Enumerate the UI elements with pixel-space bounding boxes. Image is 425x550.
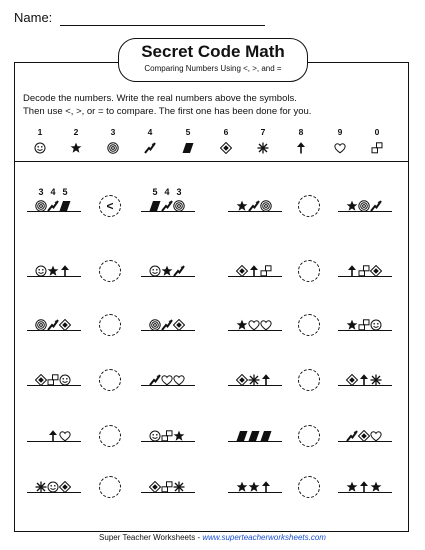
underline [338, 276, 392, 277]
diamond-icon [236, 265, 248, 277]
comparison-circle[interactable] [99, 476, 121, 498]
problem-left-group [232, 306, 278, 336]
underline [27, 330, 81, 331]
star-icon [248, 481, 260, 493]
diamond-icon [370, 265, 382, 277]
up-arrow-icon [47, 430, 59, 442]
title-box [118, 38, 308, 82]
answer-digit: 3 [38, 187, 44, 197]
diamond-icon [173, 319, 185, 331]
answer-digit: 5 [152, 187, 158, 197]
footer [0, 533, 425, 542]
key-digit: 6 [223, 127, 229, 137]
underline [338, 211, 392, 212]
key-separator [14, 161, 409, 162]
problem-left-group [31, 417, 77, 447]
key-symbol [327, 139, 353, 157]
comparison-circle[interactable] [298, 260, 320, 282]
underline [228, 492, 282, 493]
underline [338, 441, 392, 442]
spiral-icon [107, 142, 119, 154]
page-title: Secret Code Math [141, 42, 285, 61]
problem-left-group [232, 417, 278, 447]
diamond-icon [59, 481, 71, 493]
comparison-circle[interactable] [298, 369, 320, 391]
star-icon [346, 319, 358, 331]
underline [228, 330, 282, 331]
star-icon [346, 481, 358, 493]
parallelogram-icon [236, 430, 248, 442]
squares-icon [260, 265, 272, 277]
heart-icon [260, 319, 272, 331]
star-icon [161, 265, 173, 277]
key-symbol [100, 139, 126, 157]
diamond-icon [35, 374, 47, 386]
underline [141, 492, 195, 493]
problem-right-group [342, 306, 388, 336]
key-digit: 3 [110, 127, 116, 137]
problem-left-group [232, 468, 278, 498]
parallelogram-icon [248, 430, 260, 442]
parallelogram-icon [182, 142, 194, 154]
spiral-icon [35, 319, 47, 331]
parallelogram-icon [59, 200, 71, 212]
problem-right-group [342, 187, 388, 217]
heart-icon [370, 430, 382, 442]
squares-icon [358, 265, 370, 277]
key-digit: 4 [147, 127, 153, 137]
asterisk-icon [248, 374, 260, 386]
instruction-line-1: Decode the numbers. Write the real numbers above the symbols. [23, 93, 297, 104]
star-icon [173, 430, 185, 442]
problem-left-group [31, 306, 77, 336]
key-digit: 5 [185, 127, 191, 137]
key-digit: 7 [260, 127, 266, 137]
zigzag-icon [161, 200, 173, 212]
star-icon [47, 265, 59, 277]
squares-icon [371, 142, 383, 154]
problem-right-group [145, 361, 191, 391]
zigzag-icon [248, 200, 260, 212]
answer-digit: 4 [50, 187, 56, 197]
up-arrow-icon [346, 265, 358, 277]
problem-right-group [145, 417, 191, 447]
zigzag-icon [161, 319, 173, 331]
comparison-circle[interactable] [99, 314, 121, 336]
up-arrow-icon [260, 481, 272, 493]
underline [228, 211, 282, 212]
key-symbol [137, 139, 163, 157]
diamond-icon [149, 481, 161, 493]
up-arrow-icon [295, 142, 307, 154]
parallelogram-icon [260, 430, 272, 442]
comparison-circle[interactable] [298, 195, 320, 217]
smiley-icon [370, 319, 382, 331]
key-symbol [213, 139, 239, 157]
key-symbol [288, 139, 314, 157]
zigzag-icon [47, 319, 59, 331]
problem-right-group [342, 468, 388, 498]
key-symbol [250, 139, 276, 157]
squares-icon [161, 481, 173, 493]
problem-right-group [145, 468, 191, 498]
underline [141, 276, 195, 277]
name-label: Name: [14, 10, 53, 25]
zigzag-icon [47, 200, 59, 212]
key-digit: 8 [298, 127, 304, 137]
comparison-circle[interactable] [298, 314, 320, 336]
star-icon [236, 200, 248, 212]
key-digit: 9 [337, 127, 343, 137]
up-arrow-icon [248, 265, 260, 277]
smiley-icon [35, 265, 47, 277]
smiley-icon [34, 142, 46, 154]
problem-left-group [31, 252, 77, 282]
key-digit: 0 [374, 127, 380, 137]
heart-icon [248, 319, 260, 331]
heart-icon [334, 142, 346, 154]
diamond-icon [358, 430, 370, 442]
problem-right-group [342, 252, 388, 282]
key-digit: 1 [37, 127, 43, 137]
problem-left-group [232, 252, 278, 282]
smiley-icon [59, 374, 71, 386]
asterisk-icon [35, 481, 47, 493]
footer-text: Super Teacher Worksheets - [99, 533, 203, 542]
diamond-icon [236, 374, 248, 386]
up-arrow-icon [358, 481, 370, 493]
underline [27, 276, 81, 277]
underline [141, 330, 195, 331]
comparison-circle[interactable] [298, 476, 320, 498]
answer-digit: 3 [176, 187, 182, 197]
spiral-icon [173, 200, 185, 212]
squares-icon [161, 430, 173, 442]
underline [338, 492, 392, 493]
key-symbol [364, 139, 390, 157]
key-symbol [27, 139, 53, 157]
problem-left-group [31, 361, 77, 391]
parallelogram-icon [149, 200, 161, 212]
smiley-icon [149, 265, 161, 277]
problem-right-group [342, 417, 388, 447]
underline [141, 211, 195, 212]
spiral-icon [35, 200, 47, 212]
key-symbol [63, 139, 89, 157]
name-line[interactable] [60, 25, 265, 26]
underline [228, 441, 282, 442]
instruction-line-2: Then use <, >, or = to compare. The first one has been done for you. [23, 106, 312, 117]
problem-left-group [232, 187, 278, 217]
comparison-circle[interactable]: < [99, 195, 121, 217]
answer-digit: 5 [62, 187, 68, 197]
spiral-icon [260, 200, 272, 212]
underline [228, 385, 282, 386]
problem-right-group [145, 187, 191, 217]
comparison-circle[interactable] [99, 260, 121, 282]
comparison-circle[interactable] [298, 425, 320, 447]
diamond-icon [220, 142, 232, 154]
smiley-icon [47, 481, 59, 493]
key-digit: 2 [73, 127, 79, 137]
underline [141, 441, 195, 442]
up-arrow-icon [358, 374, 370, 386]
star-icon [236, 481, 248, 493]
underline [27, 492, 81, 493]
zigzag-icon [173, 265, 185, 277]
heart-icon [59, 430, 71, 442]
underline [141, 385, 195, 386]
diamond-icon [59, 319, 71, 331]
underline [27, 385, 81, 386]
diamond-icon [346, 374, 358, 386]
zigzag-icon [370, 200, 382, 212]
star-icon [236, 319, 248, 331]
zigzag-icon [144, 142, 156, 154]
answer-line[interactable] [145, 187, 195, 197]
comparison-circle[interactable] [99, 425, 121, 447]
star-icon [370, 481, 382, 493]
spiral-icon [358, 200, 370, 212]
problem-right-group [145, 306, 191, 336]
squares-icon [358, 319, 370, 331]
underline [228, 276, 282, 277]
problem-right-group [342, 361, 388, 391]
problem-left-group [31, 468, 77, 498]
smiley-icon [149, 430, 161, 442]
asterisk-icon [173, 481, 185, 493]
answer-digit: 4 [164, 187, 170, 197]
underline [27, 211, 81, 212]
zigzag-icon [346, 430, 358, 442]
underline [338, 330, 392, 331]
problem-left-group [232, 361, 278, 391]
underline [338, 385, 392, 386]
star-icon [70, 142, 82, 154]
page-subtitle: Comparing Numbers Using <, >, and = [144, 64, 282, 73]
spiral-icon [149, 319, 161, 331]
squares-icon [47, 374, 59, 386]
heart-icon [161, 374, 173, 386]
answer-line[interactable] [31, 187, 81, 197]
heart-icon [173, 374, 185, 386]
up-arrow-icon [260, 374, 272, 386]
asterisk-icon [257, 142, 269, 154]
footer-link[interactable]: www.superteacherworksheets.com [202, 533, 326, 542]
asterisk-icon [370, 374, 382, 386]
problem-left-group [31, 187, 77, 217]
underline [27, 441, 81, 442]
key-symbol [175, 139, 201, 157]
up-arrow-icon [59, 265, 71, 277]
problem-right-group [145, 252, 191, 282]
comparison-circle[interactable] [99, 369, 121, 391]
zigzag-icon [149, 374, 161, 386]
star-icon [346, 200, 358, 212]
